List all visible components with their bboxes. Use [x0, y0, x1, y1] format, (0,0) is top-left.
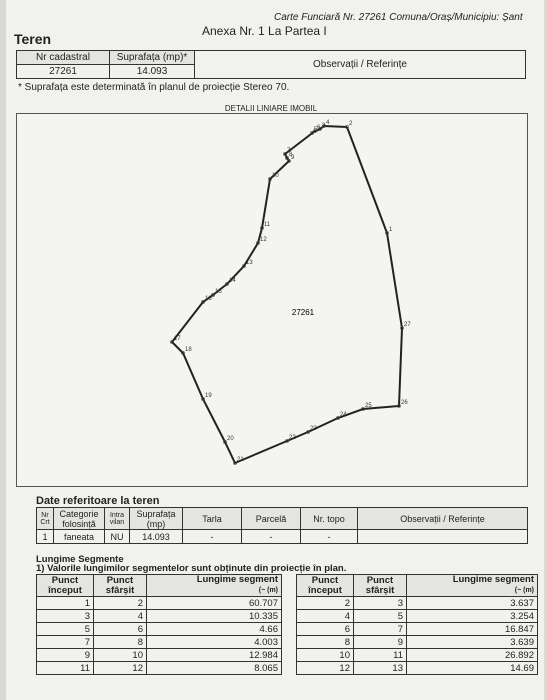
cell-parcela: - [242, 530, 301, 544]
cell-length: 8.065 [147, 662, 282, 675]
lungime-title: Lungime Segmente [36, 554, 124, 565]
segment-row [37, 597, 282, 610]
hdr-categorie: Categorie folosință [54, 508, 105, 530]
cell-nr-topo: - [301, 530, 358, 544]
cell-start: 12 [297, 662, 354, 675]
hdr-nr-topo: Nr. topo [301, 508, 358, 530]
map-title: DETALII LINIARE IMOBIL [224, 104, 318, 113]
cell-start: 10 [297, 649, 354, 662]
point-label: 11 [264, 222, 271, 228]
cell-length: 60.707 [147, 597, 282, 610]
cell-suprafata: 14.093 [130, 530, 183, 544]
segments-table-left [36, 574, 282, 675]
lungime-subtitle: 1) Valorile lungimilor segmentelor sunt obținute din proiecție în plan. [36, 563, 347, 574]
segment-row [297, 636, 538, 649]
cell-end: 2 [94, 597, 147, 610]
cell-length: 14.69 [407, 662, 538, 675]
point-label: 17 [174, 336, 181, 342]
hdr-suprafata: Suprafața (mp) [130, 508, 183, 530]
cell-end: 8 [94, 636, 147, 649]
hdr-punct-sfarsit: Punct sfârșit [354, 575, 407, 597]
col-suprafata: Suprafața (mp)* [110, 51, 195, 65]
cell-start: 5 [37, 623, 94, 636]
cell-end: 13 [354, 662, 407, 675]
cell-start: 9 [37, 649, 94, 662]
point-label: 2 [349, 121, 353, 127]
cell-intravilan: NU [105, 530, 130, 544]
point-label: 26 [401, 400, 408, 406]
hdr-unit: (~ (m) [514, 587, 534, 594]
hdr-lungime [147, 575, 282, 597]
point-label: 1 [389, 227, 393, 233]
point-label: 18 [185, 347, 192, 353]
cell-end: 4 [94, 610, 147, 623]
cell-start: 6 [297, 623, 354, 636]
section-title: Teren [14, 31, 52, 47]
hdr-lungime [407, 575, 538, 597]
point-label: 24 [340, 412, 347, 418]
parcel-plan [17, 114, 527, 486]
cell-start: 7 [37, 636, 94, 649]
point-label: 19 [205, 393, 212, 399]
cell-tarla: - [183, 530, 242, 544]
cell-length: 26.892 [407, 649, 538, 662]
parcel-boundary [172, 126, 402, 463]
anexa-title: Anexa Nr. 1 La Partea I [202, 24, 327, 38]
hdr-lungime-label: Lungime segment [452, 574, 534, 585]
cell-nr-crt: 1 [37, 530, 54, 544]
projection-note: * Suprafața este determinată în planul de proiecție Stereo 70. [18, 82, 290, 93]
point-label: 14 [229, 278, 236, 284]
point-label: 10 [272, 173, 279, 179]
cell-length: 4.66 [147, 623, 282, 636]
point-label: 20 [227, 436, 234, 442]
point-label: 5 [314, 127, 318, 133]
date-referitoare-table [36, 507, 528, 544]
cell-end: 5 [354, 610, 407, 623]
segment-row [37, 649, 282, 662]
suprafata-value: 14.093 [110, 65, 195, 79]
point-label: 16 [205, 296, 212, 302]
point-label: 23 [310, 426, 317, 432]
carte-funciara-header: Carte Funciară Nr. 27261 Comuna/Oraș/Municipiu: Șant [274, 12, 523, 23]
point-label: 8 [289, 152, 293, 158]
hdr-parcela: Parcelă [242, 508, 301, 530]
segment-row [37, 623, 282, 636]
point-label: 25 [365, 403, 372, 409]
hdr-punct-inceput: Punct început [37, 575, 94, 597]
cell-start: 4 [297, 610, 354, 623]
segment-row [297, 597, 538, 610]
cell-categorie: faneata [54, 530, 105, 544]
cell-end: 11 [354, 649, 407, 662]
hdr-unit: (~ (m) [258, 587, 278, 594]
teren-table [16, 50, 526, 79]
cell-end: 3 [354, 597, 407, 610]
cell-end: 7 [354, 623, 407, 636]
point-label: 13 [246, 260, 253, 266]
point-label: 27 [404, 322, 411, 328]
cell-end: 12 [94, 662, 147, 675]
cell-length: 12.984 [147, 649, 282, 662]
cell-start: 1 [37, 597, 94, 610]
hdr-intravilan: Intra vilan [105, 508, 130, 530]
parcel-map [16, 113, 528, 487]
col-cadastral: Nr cadastral [17, 51, 110, 65]
point-label: 6 [317, 125, 321, 131]
cell-start: 2 [297, 597, 354, 610]
point-label: 4 [326, 120, 330, 126]
parcel-label: 27261 [291, 308, 315, 317]
point-label: 22 [289, 435, 296, 441]
cell-end: 9 [354, 636, 407, 649]
hdr-nr-crt: Nr Crt [37, 508, 54, 530]
cell-start: 11 [37, 662, 94, 675]
point-label: 21 [237, 457, 244, 463]
col-observatii: Observații / Referințe [195, 51, 526, 79]
point-label: 3 [322, 123, 326, 129]
segment-row [297, 610, 538, 623]
segments-table-right [296, 574, 538, 675]
segment-row [297, 623, 538, 636]
segment-row [37, 636, 282, 649]
point-label: 12 [260, 237, 267, 243]
cadastral-value: 27261 [17, 65, 110, 79]
cell-observatii [358, 530, 528, 544]
point-label: 9 [291, 155, 295, 161]
hdr-observatii: Observații / Referințe [358, 508, 528, 530]
cell-length: 10.335 [147, 610, 282, 623]
hdr-punct-inceput: Punct început [297, 575, 354, 597]
cell-end: 10 [94, 649, 147, 662]
cell-length: 3.637 [407, 597, 538, 610]
cell-start: 3 [37, 610, 94, 623]
hdr-tarla: Tarla [183, 508, 242, 530]
hdr-lungime-label: Lungime segment [196, 574, 278, 585]
segment-row [297, 649, 538, 662]
point-label: 7 [287, 148, 291, 154]
cell-length: 3.254 [407, 610, 538, 623]
hdr-punct-sfarsit: Punct sfârșit [94, 575, 147, 597]
cell-length: 3.639 [407, 636, 538, 649]
segment-row [297, 662, 538, 675]
segment-row [37, 662, 282, 675]
cell-length: 4.003 [147, 636, 282, 649]
cell-length: 16.847 [407, 623, 538, 636]
cell-start: 8 [297, 636, 354, 649]
point-label: 15 [215, 289, 222, 295]
date-referitoare-title: Date referitoare la teren [36, 495, 160, 507]
cell-end: 6 [94, 623, 147, 636]
document-page [6, 0, 544, 700]
segment-row [37, 610, 282, 623]
